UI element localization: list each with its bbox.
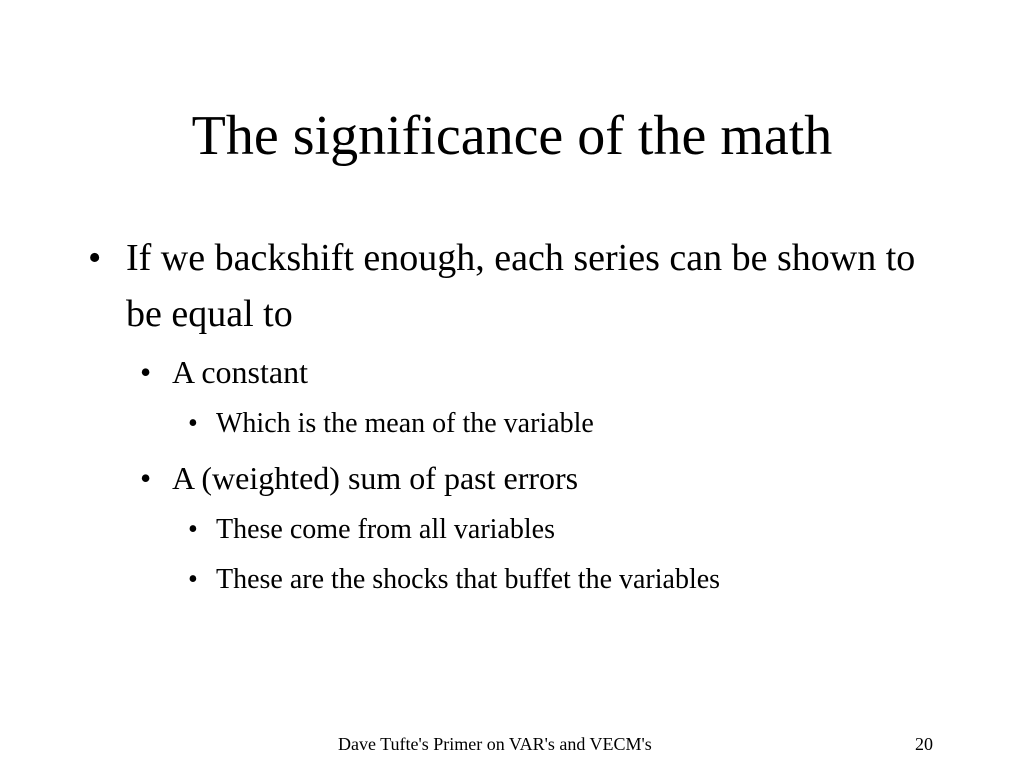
bullet-marker: • [188,564,198,595]
bullet-level3 [188,512,555,548]
bullet-level2 [140,458,578,498]
bullet-text: A (weighted) sum of past errors [172,460,579,496]
bullet-text: These are the shocks that buffet the variables [216,564,721,595]
footer-text: Dave Tufte's Primer on VAR's and VECM's [338,734,652,754]
page-number: 20 [915,734,933,754]
bullet-marker: • [140,354,152,390]
bullet-level1 [88,230,928,342]
bullet-level2 [140,352,308,392]
bullet-level3 [188,406,594,442]
bullet-text: A constant [172,354,308,390]
bullet-text: If we backshift enough, each series can be shown to be equal to [126,237,916,335]
bullet-text: Which is the mean of the variable [216,408,594,439]
bullet-level3 [188,562,720,598]
slide-title: The significance of the math [191,105,833,167]
bullet-marker: • [140,460,152,496]
bullet-marker: • [88,237,102,279]
bullet-text: These come from all variables [216,514,555,545]
bullet-marker: • [188,408,198,439]
bullet-marker: • [188,514,198,545]
